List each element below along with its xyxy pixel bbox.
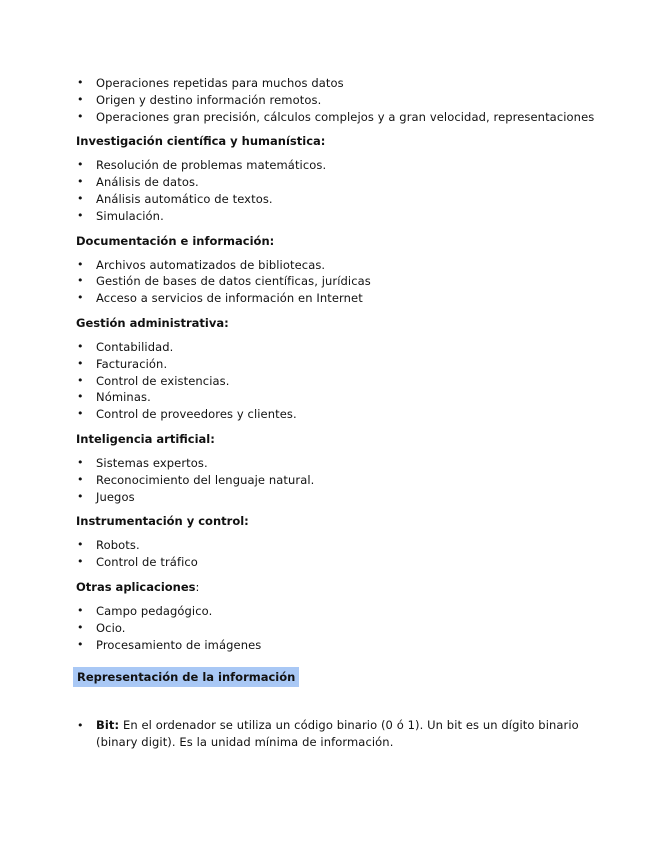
- list-item: [76, 273, 595, 290]
- bullet-icon: •: [77, 76, 84, 89]
- section-list-documentacion: [76, 257, 595, 307]
- list-item-text: Contabilidad.: [96, 339, 174, 354]
- section-list-gestion: [76, 339, 595, 423]
- section-heading-instrumentacion: Instrumentación y control:: [76, 514, 249, 529]
- bullet-icon: •: [77, 92, 84, 106]
- section-heading-otras-text: Otras aplicaciones: [76, 579, 196, 594]
- list-item-text: Análisis de datos.: [96, 175, 199, 190]
- list-item: [76, 637, 595, 654]
- heading-colon: :: [195, 579, 200, 594]
- list-item: [76, 174, 595, 191]
- section-list-instrumentacion: [76, 537, 595, 571]
- bullet-icon: •: [77, 274, 84, 288]
- bullet-icon: •: [77, 719, 84, 733]
- list-item: [76, 373, 595, 390]
- bullet-icon: •: [77, 637, 84, 651]
- bullet-icon: •: [77, 472, 84, 486]
- list-item: [76, 455, 595, 472]
- bullet-icon: •: [77, 620, 84, 634]
- list-item: [76, 92, 595, 109]
- list-item: [76, 603, 595, 620]
- bullet-icon: •: [77, 356, 84, 370]
- list-item: [76, 109, 595, 126]
- list-item: [76, 554, 595, 571]
- bullet-icon: •: [77, 339, 84, 353]
- list-item: [76, 389, 595, 406]
- list-item-text: Operaciones repetidas para muchos datos: [96, 76, 344, 90]
- list-item-text: Análisis automático de textos.: [96, 191, 273, 206]
- bit-term: Bit:: [96, 718, 120, 733]
- list-item-text: Facturación.: [96, 356, 168, 371]
- list-item-text: Campo pedagógico.: [96, 603, 213, 618]
- list-item-text: Control de existencias.: [96, 373, 230, 388]
- section-list-inteligencia: [76, 455, 595, 505]
- section-heading-documentacion: Documentación e información:: [76, 233, 275, 248]
- list-item: [76, 290, 595, 307]
- list-item: [76, 717, 595, 751]
- list-item-text: Robots.: [96, 538, 140, 553]
- bullet-icon: •: [77, 208, 84, 222]
- list-item-text: Control de tráfico: [96, 555, 198, 570]
- bit-definition: En el ordenador se utiliza un código binario (0 ó 1). Un bit es un dígito binario (binary digit). Es la unidad mínima de información.: [96, 718, 579, 750]
- list-item-text: Gestión de bases de datos científicas, jurídicas: [96, 274, 371, 289]
- list-item-text: Resolución de problemas matemáticos.: [96, 158, 327, 173]
- list-item: [76, 537, 595, 554]
- list-item-text: Nóminas.: [96, 390, 151, 405]
- section-list-investigacion: [76, 157, 595, 224]
- bullet-icon: •: [77, 555, 84, 569]
- section-heading-otras: [76, 579, 595, 595]
- list-item: [76, 191, 595, 208]
- list-item-text: Procesamiento de imágenes: [96, 637, 262, 652]
- list-item: [76, 356, 595, 373]
- list-item-text: Juegos: [96, 489, 135, 504]
- list-item: [76, 157, 595, 174]
- list-item-text: Reconocimiento del lenguaje natural.: [96, 472, 315, 487]
- section-list-otras: [76, 603, 595, 653]
- list-item-text: Simulación.: [96, 208, 164, 223]
- list-item-text: Operaciones gran precisión, cálculos complejos y a gran velocidad, representaciones: [96, 109, 595, 124]
- section-heading-investigacion: Investigación científica y humanística:: [76, 134, 326, 149]
- bullet-icon: •: [77, 257, 84, 271]
- bullet-icon: •: [77, 158, 84, 172]
- section-heading-gestion: Gestión administrativa:: [76, 315, 229, 330]
- bullet-icon: •: [77, 175, 84, 189]
- list-item-text: Sistemas expertos.: [96, 455, 208, 470]
- representation-list: [76, 717, 595, 751]
- list-item: [76, 339, 595, 356]
- bullet-icon: •: [77, 603, 84, 617]
- list-item-text: Ocio.: [96, 620, 126, 635]
- bullet-icon: •: [77, 373, 84, 387]
- section-heading-inteligencia: Inteligencia artificial:: [76, 431, 215, 446]
- bullet-icon: •: [77, 455, 84, 469]
- list-item-text: Origen y destino información remotos.: [96, 92, 322, 107]
- bullet-icon: •: [77, 489, 84, 503]
- list-item-text: Archivos automatizados de bibliotecas.: [96, 257, 326, 272]
- representation-heading: Representación de la información: [73, 667, 299, 687]
- list-item: [76, 208, 595, 225]
- list-item-text: Acceso a servicios de información en Internet: [96, 291, 363, 306]
- list-item: [76, 406, 595, 423]
- bullet-icon: •: [77, 407, 84, 421]
- list-item-text: Control de proveedores y clientes.: [96, 407, 297, 422]
- list-item: [76, 620, 595, 637]
- bullet-icon: •: [77, 291, 84, 305]
- bullet-icon: •: [77, 538, 84, 552]
- bullet-icon: •: [77, 390, 84, 404]
- list-item: [76, 472, 595, 489]
- list-item: [76, 489, 595, 506]
- list-item: [76, 257, 595, 274]
- list-item: [76, 75, 595, 92]
- bullet-icon: •: [77, 109, 84, 123]
- bullet-icon: •: [77, 191, 84, 205]
- intro-list: [76, 75, 595, 125]
